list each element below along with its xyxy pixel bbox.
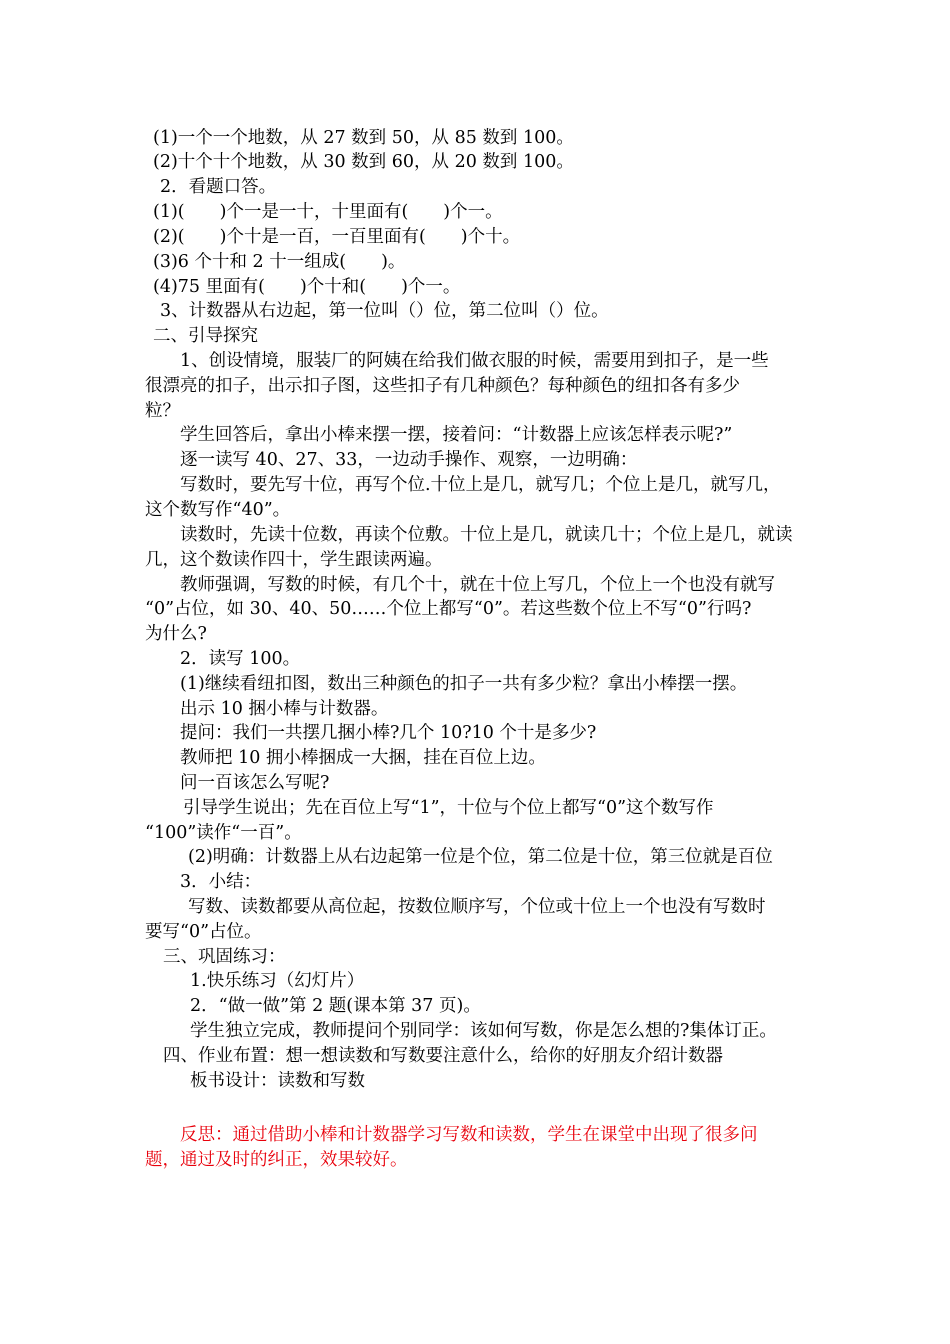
text-line: 写数、读数都要从高位起，按数位顺序写，个位或十位上一个也没有写数时 bbox=[188, 897, 766, 917]
text-line: 几，这个数读作四十，学生跟读两遍。 bbox=[145, 550, 443, 570]
text-line: (4)75 里面有( )个十和( )个一。 bbox=[153, 277, 461, 297]
text-line: (2)明确：计数器上从右边起第一位是个位，第二位是十位，第三位就是百位 bbox=[188, 847, 773, 867]
text-line: 这个数写作“40”。 bbox=[145, 500, 291, 520]
text-line: (2)十个十个地数，从 30 数到 60，从 20 数到 100。 bbox=[153, 152, 574, 172]
text-line: 为什么? bbox=[145, 624, 207, 644]
text-line: 1、创设情境，服装厂的阿姨在给我们做衣服的时候，需要用到扣子，是一些 bbox=[180, 351, 769, 371]
text-line: “100”读作“一百”。 bbox=[145, 823, 302, 843]
text-line: 问一百该怎么写呢? bbox=[180, 773, 330, 793]
text-line: 很漂亮的扣子，出示扣子图，这些扣子有几种颜色？每种颜色的纽扣各有多少 bbox=[145, 376, 740, 396]
reflection-line: 题，通过及时的纠正，效果较好。 bbox=[145, 1150, 408, 1170]
text-line: 教师把 10 拥小棒捆成一大捆，挂在百位上边。 bbox=[180, 748, 546, 768]
text-line: 2．“做一做”第 2 题(课本第 37 页)。 bbox=[190, 996, 481, 1016]
text-line: 学生独立完成，教师提问个别同学：该如何写数，你是怎么想的?集体订正。 bbox=[190, 1021, 777, 1041]
text-line: 出示 10 捆小棒与计数器。 bbox=[180, 699, 389, 719]
text-line: 要写“0”占位。 bbox=[145, 922, 262, 942]
text-line: (3)6 个十和 2 十一组成( )。 bbox=[153, 252, 406, 272]
text-line: 引导学生说出；先在百位上写“1”，十位与个位上都写“0”这个数写作 bbox=[183, 798, 714, 818]
text-line: 粒？ bbox=[145, 401, 180, 421]
section-heading: 2．读写 100。 bbox=[180, 649, 301, 669]
text-line: 逐一读写 40、27、33，一边动手操作、观察，一边明确： bbox=[180, 450, 638, 470]
text-line: (1)继续看纽扣图，数出三种颜色的扣子一共有多少粒？拿出小棒摆一摆。 bbox=[180, 674, 748, 694]
text-line: 读数时，先读十位数，再读个位敷。十位上是几，就读几十；个位上是几，就读 bbox=[180, 525, 793, 545]
section-heading: 2．看题口答。 bbox=[160, 177, 277, 197]
text-line: “0”占位，如 30、40、50……个位上都写“0”。若这些数个位上不写“0”行吗? bbox=[145, 599, 752, 619]
text-line: (1)( )个一是一十，十里面有( )个一。 bbox=[153, 202, 503, 222]
text-line: (1)一个一个地数，从 27 数到 50，从 85 数到 100。 bbox=[153, 128, 574, 148]
text-line: 板书设计：读数和写数 bbox=[190, 1071, 365, 1091]
text-line: (2)( )个十是一百，一百里面有( )个十。 bbox=[153, 227, 521, 247]
section-heading: 四、作业布置：想一想读数和写数要注意什么，给你的好朋友介绍计数器 bbox=[163, 1046, 723, 1066]
section-heading: 3．小结： bbox=[180, 872, 262, 892]
text-line: 1.快乐练习（幻灯片） bbox=[190, 971, 365, 991]
text-line: 提问：我们一共摆几捆小棒?几个 10?10 个十是多少? bbox=[180, 723, 597, 743]
section-heading: 二、引导探究 bbox=[153, 326, 258, 346]
text-line: 3、计数器从右边起，第一位叫（）位，第二位叫（）位。 bbox=[160, 301, 609, 321]
section-heading: 三、巩固练习： bbox=[163, 947, 286, 967]
text-line: 学生回答后，拿出小棒来摆一摆，接着问：“计数器上应该怎样表示呢?” bbox=[180, 425, 733, 445]
reflection-line: 反思：通过借助小棒和计数器学习写数和读数，学生在课堂中出现了很多问 bbox=[180, 1125, 758, 1145]
text-line: 写数时，要先写十位，再写个位.十位上是几，就写几；个位上是几，就写几， bbox=[180, 475, 781, 495]
text-line: 教师强调，写数的时候，有几个十，就在十位上写几，个位上一个也没有就写 bbox=[180, 575, 775, 595]
